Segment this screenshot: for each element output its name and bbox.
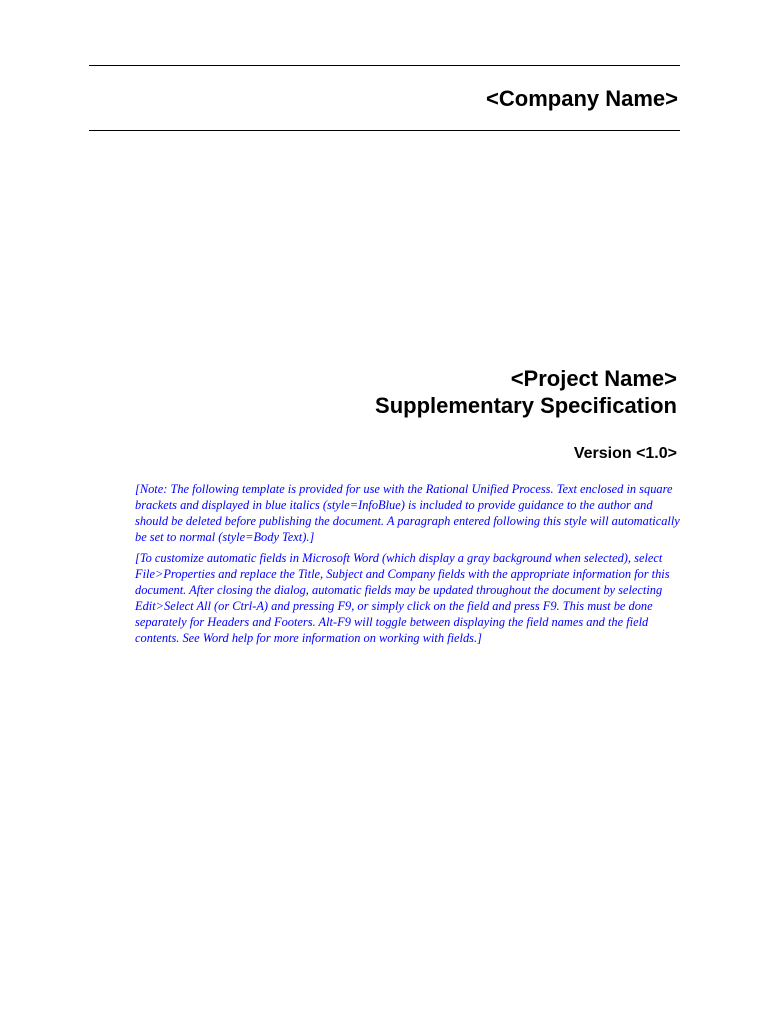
note-paragraph: [To customize automatic fields in Microsoft Word (which display a gray background when selected), select File>Properties and replace the Title, Subject and Company fields with the appropriate information for this document. After closing the dialog, automatic fields may be updated throughout the document by selecting Edit>Select All (or Ctrl-A) and pressing F9, or simply click on the field and press F9. This must be done separately for Headers and Footers. Alt-F9 will toggle between displaying the field names and the field contents. See Word help for more information on working with fields.] (135, 551, 670, 645)
company-name: <Company Name> (486, 86, 678, 111)
project-name: <Project Name> (510, 366, 677, 391)
version-label: Version <1.0> (573, 445, 677, 462)
title-block (375, 365, 677, 419)
note-paragraph: [Note: The following template is provided for use with the Rational Unified Process. Text enclosed in square brackets and displayed in blue italics (style=InfoBlue) is included to provide guidance to the author and should be deleted before publishing the document. A paragraph entered following this style will automatically be set to normal (style=Body Text).] (135, 482, 680, 544)
header-bottom-rule (89, 130, 680, 131)
header-top-rule (89, 65, 680, 66)
template-notes (135, 481, 680, 651)
document-title: Supplementary Specification (375, 393, 677, 418)
